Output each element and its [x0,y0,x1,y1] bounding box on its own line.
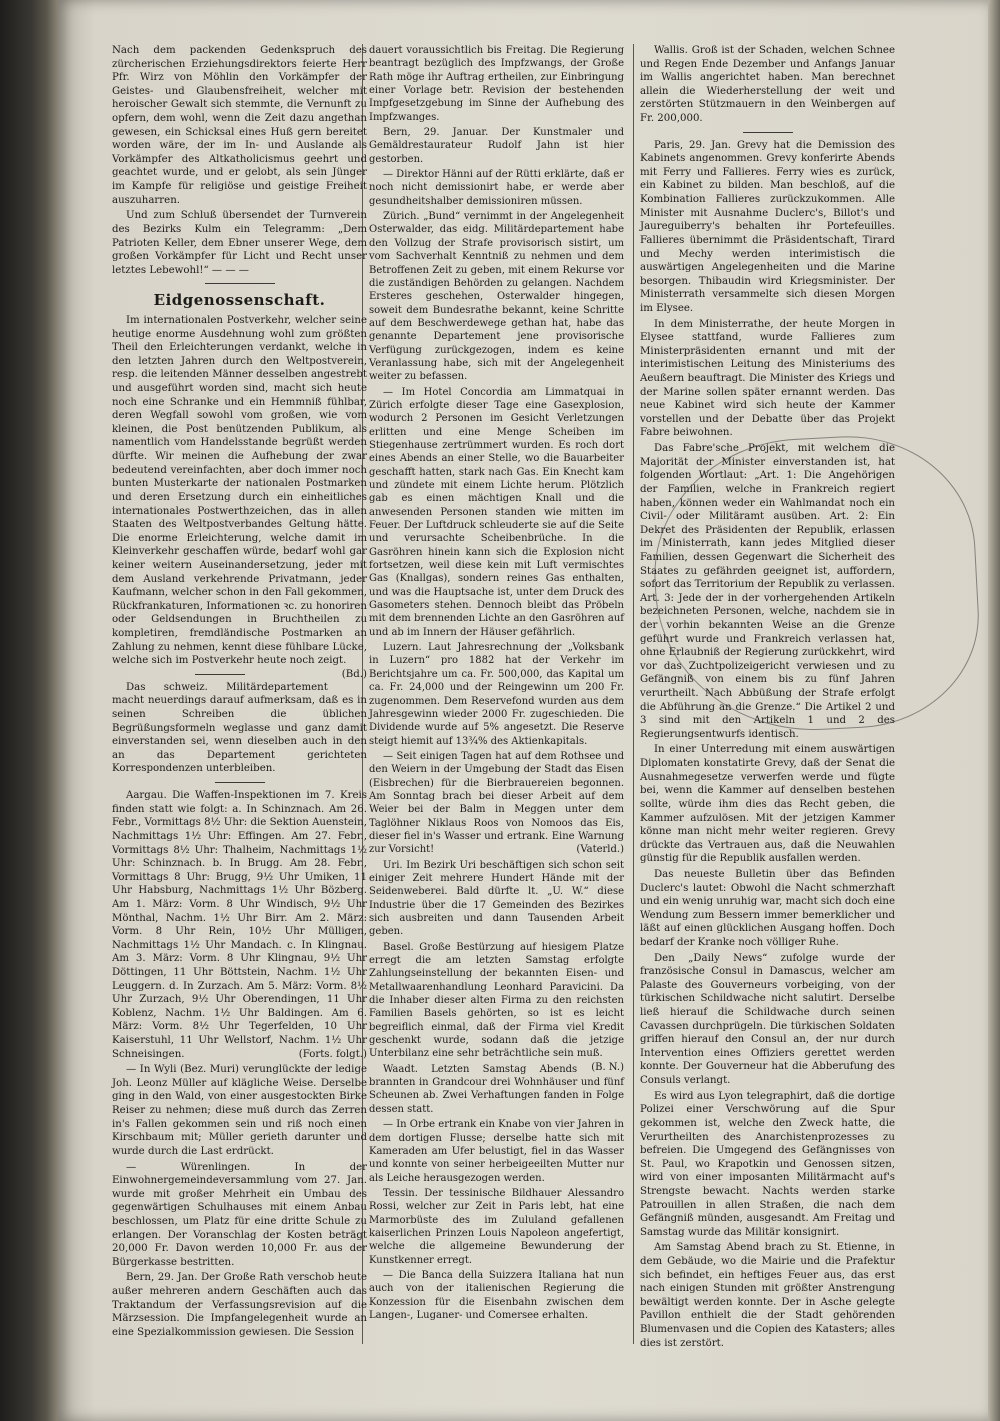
article-paragraph: In einer Unterredung mit einem auswärtigen Diplomaten konstatirte Grevy, daß der Senat die Ausnahmegesetze verwerfen werde und fügte bei, wenn die Kammer auf denselben bestehen sollte, würde ihm dies das Recht geben, die Kammer aufzulösen. Mit der jetzigen Kammer könne man nicht mehr weiter regieren. Grevy drückte das Vertrauen aus, daß die Neuwahlen günstig für die Republik ausfallen werden. [640,744,895,865]
section-divider [215,782,265,783]
article-paragraph: Luzern. Laut Jahresrechnung der „Volksbank in Luzern“ pro 1882 hat der Verkehr im Berichtsjahre um ca. Fr. 500,000, das Kapital um ca. Fr. 24,000 und der Reingewinn um 200 Fr. zugenommen. Dem Reservefond wurden aus dem Jahresgewinn wieder 2000 Fr. zugeschieden. Die Dividende wurde auf 5% angesetzt. Die Reserve steigt hiemit auf 13¾% des Aktienkapitals. [369,642,624,747]
article-text: — Seit einigen Tagen hat auf dem Rothsee und den Weiern in der Umgebung der Stadt das Eisen (Eisbrechen) für die Bierbrauereien begonnen. Am Sonntag brach bei dieser Arbeit auf dem Weier bei der Balm in Meggen unter dem Taglöhner Niklaus Roos von Nomoos das Eis, dieser fiel in's Wasser und ertrank. Eine Warnung zur Vorsicht! [369,750,624,856]
section-heading: Eidgenossenschaft. [153,291,326,310]
article-paragraph [369,750,624,857]
article-paragraph [112,314,367,680]
source-tag: (Vaterld.) [576,844,624,856]
article-paragraph: Bern, 29. Jan. Der Große Rath verschob heute außer mehreren andern Geschäften auch das Traktandum der Verfassungsrevision auf die Märzsession. Die Impfangelegenheit wurde an eine Spezialkommission gewiesen. Die Session [112,1272,367,1338]
article-paragraph: — In Wyli (Bez. Muri) verunglückte der ledige Joh. Leonz Müller auf klägliche Weise. Derselbe ging in den Wald, von einer ausgestockten Birke Reiser zu nehmen; diese muß durch das Zerren in's Fallen gekommen sein und riß noch einen Kirschbaum mit; Müller gerieth darunter und wurde durch die Last erdrückt. [112,1064,367,1157]
article-paragraph: Das schweiz. Militärdepartement macht neuerdings darauf aufmerksam, daß es in seinen Schreiben die üblichen Begrüßungsformeln weglasse und ganz damit einverstanden sei, wenn dieselben auch in den an das Departement gerichteten Korrespondenzen unterbleiben. [112,681,367,775]
column-rule [633,44,634,1344]
article-paragraph: — Direktor Hänni auf der Rütti erklärte, daß er noch nicht demissionirt habe, er werde aber gesundheitshalber demissioniren müssen. [369,169,624,207]
article-paragraph: Bern, 29. Januar. Der Kunstmaler und Gemäldrestaurateur Rudolf Jahn ist hier gestorben. [369,127,624,165]
article-paragraph: dauert voraussichtlich bis Freitag. Die Regierung beantragt bezüglich des Impfzwangs, der Große Rath möge ihr Auftrag ertheilen, zur Einbringung einer Vorlage betr. Revision der bestehenden Impfgesetzgebung im Sinne der Aufhebung des Impfzwanges. [369,45,624,123]
page-edge [988,0,1000,1421]
article-paragraph: Den „Daily News“ zufolge wurde der französische Consul in Damascus, welcher am Palaste des Gouverneurs vorbeiging, von der türkischen Schildwache nicht salutirt. Derselbe ließ hierauf die Schildwache durch seinen Cavassen durchprügeln. Die türkischen Soldaten griffen hierauf den Consul an, der nur durch Intervention eines Offiziers gerettet werden konnte. Der Gouverneur hat die Abberufung des Consuls verlangt. [640,952,895,1087]
column-1 [112,44,367,1341]
column-2 [369,44,624,1324]
article-text: Aargau. Die Waffen-Inspektionen im 7. Kreis finden statt wie folgt: a. In Schinznach. Am 26. Febr., Vormittags 8½ Uhr: die Sektion Auenstein, Nachmittags 1½ Uhr: Effingen. Am 27. Febr., Vormittags 8½ Uhr: Thalheim, Nachmittags 1½ Uhr: Schinznach. b. In Brugg. Am 28. Febr., Vormittags 8 Uhr: Brugg, 9½ Uhr Umiken, 11 Uhr Habsburg, Nachmittags 1½ Uhr Bözberg. Am 1. März: Vorm. 8 Uhr Windisch, 9½ Uhr Mönthal, Nachm. 1½ Uhr Birr. Am 2. März: Vorm. 8 Uhr Rein, 10½ Uhr Mülligen, Nachmittags 1½ Uhr Mandach. c. In Klingnau. Am 3. März: Vorm. 8 Uhr Klingnau, 9½ Uhr Döttingen, 11 Uhr Böttstein, Nachm. 1½ Uhr Leuggern. d. In Zurzach. Am 5. März: Vorm. 8½ Uhr Zurzach, 9½ Uhr Oberendingen, 11 Uhr Koblenz, Nachm. 1½ Uhr Baldingen. Am 6. März: Vorm. 8½ Uhr Tegerfelden, 10 Uhr Kaiserstuhl, 11 Uhr Wellstorf, Nachm. 1½ Uhr Schneisingen. [112,790,367,1060]
section-divider [743,132,793,133]
source-tag: (B. N.) [591,1061,624,1073]
article-paragraph: Das neueste Bulletin über das Befinden Duclerc's lautet: Obwohl die Nacht schmerzhaft und ein wenig unruhig war, macht sich doch eine Wendung zum Bessern immer bemerklicher und läßt auf einen glücklichen Ausgang hoffen. Doch bedarf der Kranke noch völliger Ruhe. [640,868,895,948]
section-divider [195,674,245,675]
article-paragraph [369,941,624,1073]
book-spine [0,0,58,1421]
article-paragraph: Paris, 29. Jan. Grevy hat die Demission des Kabinets angenommen. Grevy konferirte Abends mit Ferry und Fallieres. Ferry wies es zurück, ein Kabinet zu bilden. Man beschloß, auf die Kombination Fallieres zurückzukommen. Alle Minister mit Ausnahme Duclerc's, Billot's und Jaureguiberry's behalten ihr Portefeuilles. Fallieres übernimmt die Präsidentschaft, Tirard und Mechy werden interimistisch die auswärtigen Angelegenheiten und die Marine besorgen. Thibaudin wird Kriegsminister. Der Ministerrath versammelte sich diesen Morgen im Elysee. [640,139,895,314]
article-paragraph: — Würenlingen. In der Einwohnergemeindeversammlung vom 27. Jan. wurde mit großer Mehrheit ein Umbau des gegenwärtigen Schulhauses mit einem Anbau beschlossen, um Platz für eine dritte Schule zu erlangen. Der Voranschlag der Kosten beträgt 20,000 Fr. Davon werden 10,000 Fr. aus der Bürgerkasse bestritten. [112,1161,367,1268]
article-paragraph: Am Samstag Abend brach zu St. Etienne, in dem Gebäude, wo die Mairie und die Prafektur sich befindet, ein heftiges Feuer aus, das erst nach einigen Stunden mit größter Anstrengung bewältigt werden konnte. Der in Asche gelegte Pavillon enthielt die der Stadt gehörenden Blumenvasen und die Copien des Katasters; alles dies ist zerstört. [640,1242,895,1349]
column-3 [640,44,895,1352]
section-divider [205,283,275,284]
article-paragraph: Tessin. Der tessinische Bildhauer Alessandro Rossi, welcher zur Zeit in Paris lebt, hat eine Marmorbüste des im Zululand gefallenen kaiserlichen Prinzen Louis Napoleon angefertigt, welche die allgemeine Bewunderung der Kunstkenner erregt. [369,1187,624,1266]
source-tag: (Forts. folgt.) [298,1048,367,1060]
article-text: Im internationalen Postverkehr, welcher seine heutige enorme Ausdehnung wohl zum größten Theil den Erleichterungen verdankt, welche in den letzten Jahren durch den Weltpostverein, resp. die leitenden Männer desselben angestrebt und ausgeführt worden sind, macht sich heute noch eine Schranke und ein Hemmniß fühlbar, deren Wegfall sowohl vom großen, wie vom kleinen, die Post benützenden Publikum, als namentlich vom Handelsstande begrüßt werden dürfte. Wir meinen die Aufhebung der zwar bedeutend vereinfachten, aber doch immer noch bunten Musterkarte der nationalen Postmarken und deren Ersetzung durch ein einheitliches internationales Postwerthzeichen, das in allen Staaten des Weltpostverbandes Geltung hätte. Die enorme Erleichterung, welche damit im Kleinverkehr geschaffen würde, bedarf wohl gar keiner weitern Auseinandersetzung, jeder mit dem Ausland verkehrende Privatmann, jeder Kaufmann, welcher schon in den Fall gekommen, Rückfrankaturen, Informationen ꝛc. zu honoriren oder Geldsendungen in Bruchtheilen zu kompletiren, fremdländische Postmarken an Zahlung zu nehmen, kennt diese fühlbare Lücke, welche sich im Postverkehr heute noch zeigt. [112,314,367,667]
article-text: Basel. Große Bestürzung auf hiesigem Platze erregt die am letzten Samstag erfolgte Zahlungseinstellung der bekannten Eisen- und Metallwaarenhandlung Leonhard Paravicini. Da die Inhaber dieser alten Firma zu den reichsten Familien Basels gehörten, so ist es leicht begreiflich einmal, daß der Firma viel Kredit geschenkt wurde, sodann daß die jetzige Unterbilanz eine sehr beträchtliche sein muß. [369,941,624,1060]
source-tag: (Bd.) [341,668,367,680]
article-paragraph: In dem Ministerrathe, der heute Morgen in Elysee stattfand, wurde Fallieres zum Ministerpräsidenten ernannt und mit der interimistischen Leitung des Ministeriums des Aeußern beauftragt. Die Minister des Kriegs und der Marine sollen später ernannt werden. Das neue Kabinet wird sich heute der Kammer vorstellen und der Debatte über das Projekt Fabre beiwohnen. [640,318,895,439]
article-paragraph: — In Orbe ertrank ein Knabe von vier Jahren in dem dortigen Flusse; derselbe hatte sich mit Kameraden am Ufer belustigt, fiel in das Wasser und konnte von seiner herbeigeeilten Mutter nur als Leiche herausgezogen werden. [369,1119,624,1184]
article-paragraph: — Die Banca della Suizzera Italiana hat nun auch von der italienischen Regierung die Konzession für die Eisenbahn zwischen dem Langen-, Luganer- und Comersee erhalten. [369,1269,624,1321]
article-paragraph: Waadt. Letzten Samstag Abends brannten in Grandcour drei Wohnhäuser und fünf Scheunen ab. Zwei Verhaftungen fanden in Folge dessen statt. [369,1063,624,1115]
article-paragraph: Das Fabre'sche Projekt, mit welchem die Majorität der Minister einverstanden ist, hat folgenden Wortlaut: „Art. 1: Die Angehörigen der Familien, welche in Frankreich regiert haben, können weder ein Wahlmandat noch ein Civil- oder Militäramt ausüben. Art. 2: Ein Dekret des Präsidenten der Republik, erlassen im Ministerrath, kann jedes Mitglied dieser Familien, dessen Gegenwart die Sicherheit des Staates zu gefährden geeignet ist, auffordern, sofort das Territorium der Republik zu verlassen. Art. 3: Jede der in der vorhergehenden Artikeln bezeichneten Personen, welche, nachdem sie in der vorhin bekannten Weise an die Grenze geführt wurde und Frankreich verlassen hat, ohne Erlaubniß der Regierung zurückkehrt, wird vor das Zuchtpolizeigericht verwiesen und zu Gefängniß von einem bis zu fünf Jahren verurtheilt. Nach Abbüßung der Strafe erfolgt die Abführung an die Grenze.“ Die Artikel 2 und 3 sind mit den Artikeln 1 und 2 des Regierungsentwurfs identisch. [640,443,895,740]
article-paragraph: Wallis. Groß ist der Schaden, welchen Schnee und Regen Ende Dezember und Anfangs Januar im Wallis angerichtet haben. Man berechnet allein die Wiederherstellung der weit und zerstörten Stützmauern in den Weinbergen auf Fr. 200,000. [640,45,895,125]
article-paragraph: Und zum Schluß übersendet der Turnverein des Bezirks Kulm ein Telegramm: „Dem Patrioten Keller, dem Ebner unserer Wege, dem großen Vorkämpfer für Licht und Recht unser letztes Lebewohl!“ — — — [112,210,367,276]
article-paragraph: Nach dem packenden Gedenkspruch des zürcherischen Erziehungsdirektors feierte Herr Pfr. Wirz von Möhlin den Vorkämpfer der Geistes- und Glaubensfreiheit, welcher mit heroischer Gewalt sich stemmte, die Vernunft zu opfern, dem wohl, wenn die Zeit dazu angethan gewesen, ein Schicksal eines Huß gern bereitet worden wäre, der im In- und Auslande als Vorkämpfer des Altkatholicismus geehrt und geachtet wurde, und er gelobt, als sein Jünger im Kampfe für religiöse und geistige Freiheit auszuharren. [112,45,367,206]
article-paragraph [112,789,367,1061]
article-paragraph: Zürich. „Bund“ vernimmt in der Angelegenheit Osterwalder, das eidg. Militärdepartement habe den Vollzug der Strafe provisorisch sistirt, um vom Sachverhalt Kenntniß zu nehmen und dem Betroffenen Zeit zu geben, mit einem Rekurse vor die zuständigen Behörden zu gelangen. Nachdem Ersteres geschehen, Osterwalder hingegen, soweit dem Bundesrathe bekannt, keine Schritte auf dem Beschwerdewege gethan hat, habe das genannte Departement jene provisorische Verfügung zurückgezogen, indem es keine Veranlassung habe, sich mit der Angelegenheit weiter zu befassen. [369,211,624,383]
article-paragraph: Es wird aus Lyon telegraphirt, daß die dortige Polizei einer Verschwörung auf die Spur gekommen ist, welche den Zweck hatte, die Verurtheilten des Anarchistenprozesses zu befreien. Die Umgegend des Gefängnisses von St. Paul, wo Krapotkin und Genossen sitzen, wird von einer imposanten Militärmacht auf's Strengste bewacht. Nachts werden starke Patrouillen in allen Straßen, die nach dem Gefängniß münden, ausgesandt. Am Freitag und Samstag wurde das Militär konsignirt. [640,1090,895,1238]
article-paragraph: — Im Hotel Concordia am Limmatquai in Zürich erfolgte dieser Tage eine Gasexplosion, wodurch 2 Personen im Gesicht Verletzungen erlitten und eine Menge Scheiben im Stiegenhause zertrümmert wurden. Es roch dort eines Abends an einer Stelle, wo die Bauarbeiter geschafft hatten, stark nach Gas. Ein Knecht kam und zündete mit einem Lichte herum. Plötzlich gab es einen mächtigen Knall und die anwesenden Personen standen wie mitten im Feuer. Der Luftdruck schleuderte sie auf die Seite und verursachte Scheibenbrüche. In die Gasröhren hinein kann sich die Explosion nicht fortsetzen, weil diese kein mit Luft vermischtes Gas (Knallgas), sondern reines Gas enthalten, und was die Hauptsache ist, unter dem Druck des Gasometers stehen. Dennoch bleibt das Pröbeln mit dem brennenden Lichte an den Gasröhren auf und ab im Innern der Häuser gefährlich. [369,386,624,638]
article-paragraph: Uri. Im Bezirk Uri beschäftigen sich schon seit einiger Zeit mehrere Hundert Hände mit der Seidenweberei. Bald dürfte lt. „U. W.“ diese Industrie über die 17 Gemeinden des Bezirkes sich ausbreiten und dann Tausenden Arbeit geben. [369,859,624,938]
